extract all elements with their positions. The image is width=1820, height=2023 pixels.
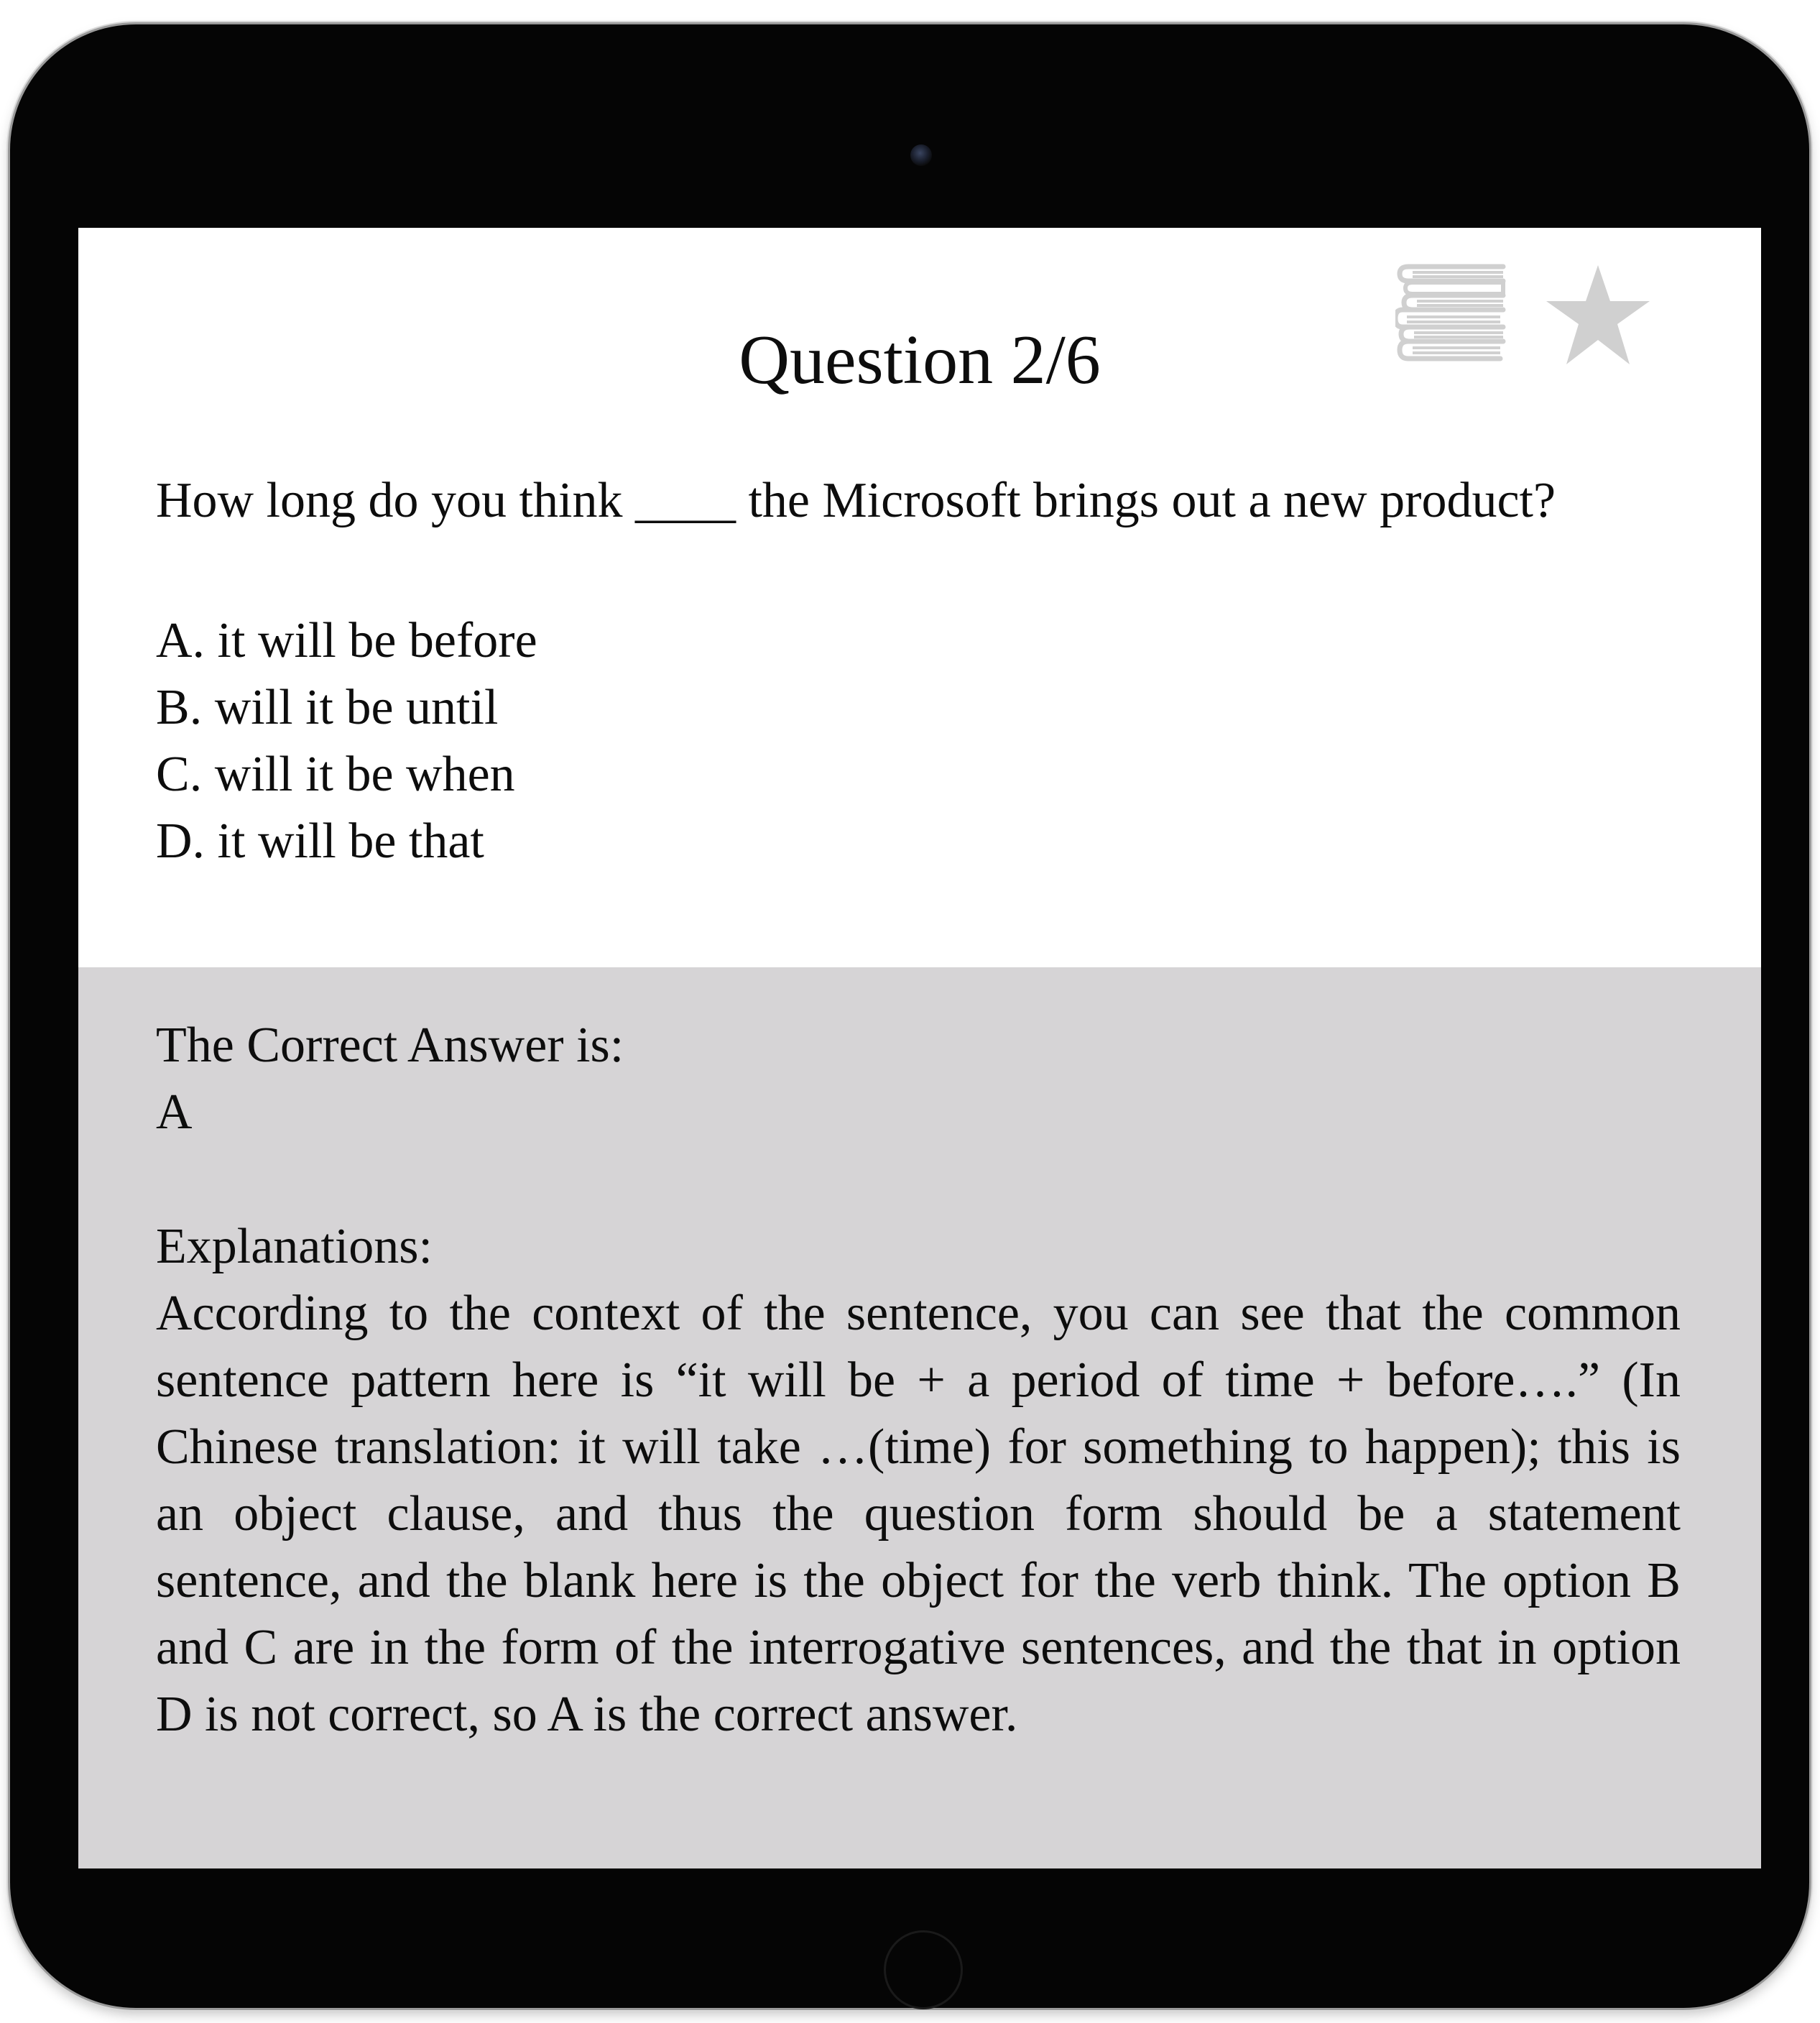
page-title: Question 2/6: [739, 321, 1101, 399]
correct-answer-value: A: [156, 1084, 193, 1140]
option-d[interactable]: D. it will be that: [156, 814, 484, 869]
answer-options: [156, 613, 537, 883]
explanation-label: Explanations:: [156, 1219, 433, 1274]
correct-answer: [156, 1012, 624, 1146]
star-icon[interactable]: [1545, 264, 1651, 367]
option-b[interactable]: B. will it be until: [156, 680, 499, 735]
option-c[interactable]: C. will it be when: [156, 747, 515, 802]
question-panel: [78, 228, 1761, 967]
explanation-text: According to the context of the sentence, you can see that the common sentence pattern here is “it will be + a period of time + before….” (In Chinese translation: it will take …(time) for something to happen); this is an object clause, and thus the question form should be a statement sentence, and the blank here is the object for the verb think. The option B and C are in the form of the interrogative sentences, and the that in option D is not correct, so A is the correct answer.: [156, 1286, 1681, 1742]
home-button[interactable]: [884, 1930, 963, 2009]
correct-answer-label: The Correct Answer is:: [156, 1018, 624, 1073]
books-icon[interactable]: [1395, 261, 1507, 369]
option-a[interactable]: A. it will be before: [156, 613, 537, 668]
question-text: How long do you think ____ the Microsoft brings out a new product?: [156, 473, 1556, 528]
answer-panel: [78, 967, 1761, 1868]
tablet-frame: [10, 24, 1809, 2008]
front-camera: [910, 144, 932, 166]
